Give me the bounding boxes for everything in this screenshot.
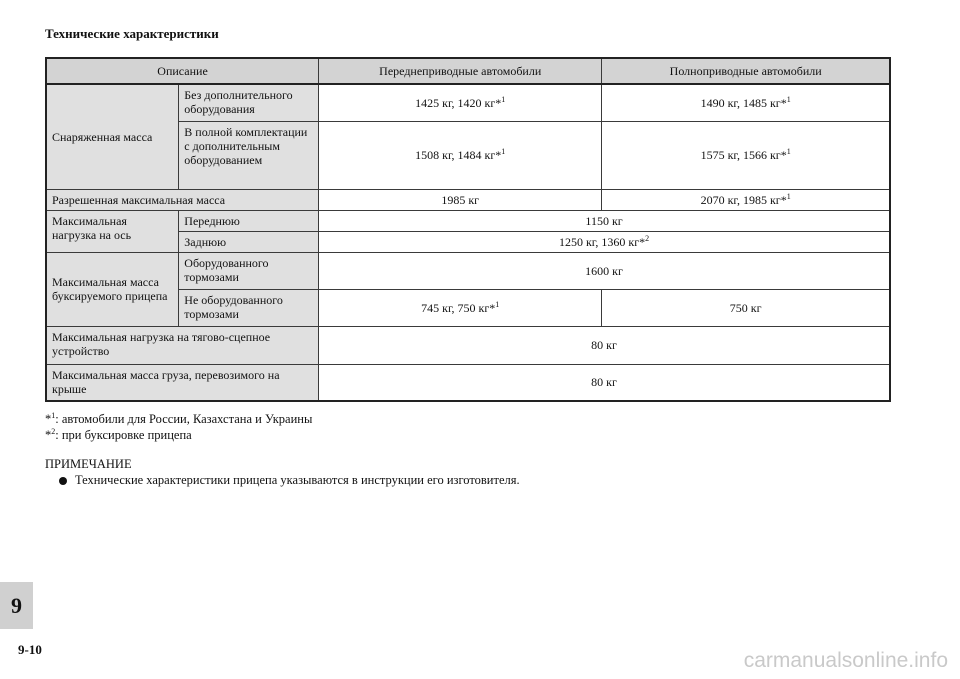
axle-front-value: 1150 кг [319,210,890,231]
specifications-table [45,57,891,402]
curb-awd-value: 1575 кг, 1566 кг*$^1$ [602,121,890,189]
note-block [45,456,520,488]
hitch-load-value: 80 кг [319,326,890,364]
trailer-unbraked-awd-value: 750 кг [602,289,890,326]
table-row [46,189,890,210]
axle-rear-label: Заднюю [179,231,319,252]
table-row [46,210,890,231]
trailer-unbraked-label: Не оборудованного тормозами [179,289,319,326]
roof-load-label: Максимальная масса груза, перевозимого на крыше [46,364,319,401]
footnotes [45,411,312,443]
footnote-2: *$^2$: при буксировке прицепа [45,427,192,442]
gross-awd-value: 2070 кг, 1985 кг*$^1$ [602,189,890,210]
table-row [46,364,890,401]
axle-front-label: Переднюю [179,210,319,231]
trailer-braked-value: 1600 кг [319,252,890,289]
curb-sub-label: Без дополнительного оборудования [179,84,319,121]
chapter-tab: 9 [0,582,33,629]
header-awd: Полноприводные автомобили [602,58,890,84]
curb-awd-value: 1490 кг, 1485 кг*$^1$ [602,84,890,121]
header-fwd: Переднеприводные автомобили [319,58,602,84]
curb-fwd-value: 1425 кг, 1420 кг*$^1$ [319,84,602,121]
footnote-1: *$^1$: автомобили для России, Казахстана и Украины [45,411,313,426]
note-item: Технические характеристики прицепа указываются в инструкции его изготовителя. [45,472,520,488]
curb-fwd-value: 1508 кг, 1484 кг*$^1$ [319,121,602,189]
section-title: Технические характеристики [45,26,219,41]
roof-load-value: 80 кг [319,364,890,401]
header-description: Описание [46,58,319,84]
curb-sub-label: В полной комплектации с дополнительным оборудованием [179,121,319,189]
hitch-load-label: Максимальная нагрузка на тягово-сцепное устройство [46,326,319,364]
trailer-weight-label: Максимальная масса буксируемого прицепа [46,252,179,326]
gross-weight-label: Разрешенная максимальная масса [46,189,319,210]
table-header-row [46,58,890,84]
trailer-unbraked-fwd-value: 745 кг, 750 кг*$^1$ [319,289,602,326]
bullet-icon [59,477,67,485]
trailer-braked-label: Оборудованного тормозами [179,252,319,289]
watermark: carmanualsonline.info [743,649,948,672]
table-row [46,84,890,121]
table-row [46,326,890,364]
gross-fwd-value: 1985 кг [319,189,602,210]
page-number: 9-10 [18,642,42,657]
axle-rear-value: 1250 кг, 1360 кг*$^2$ [319,231,890,252]
table-row [46,252,890,289]
note-title: ПРИМЕЧАНИЕ [45,457,132,471]
axle-load-label: Максимальная нагрузка на ось [46,210,179,252]
curb-weight-label: Снаряженная масса [46,84,179,189]
